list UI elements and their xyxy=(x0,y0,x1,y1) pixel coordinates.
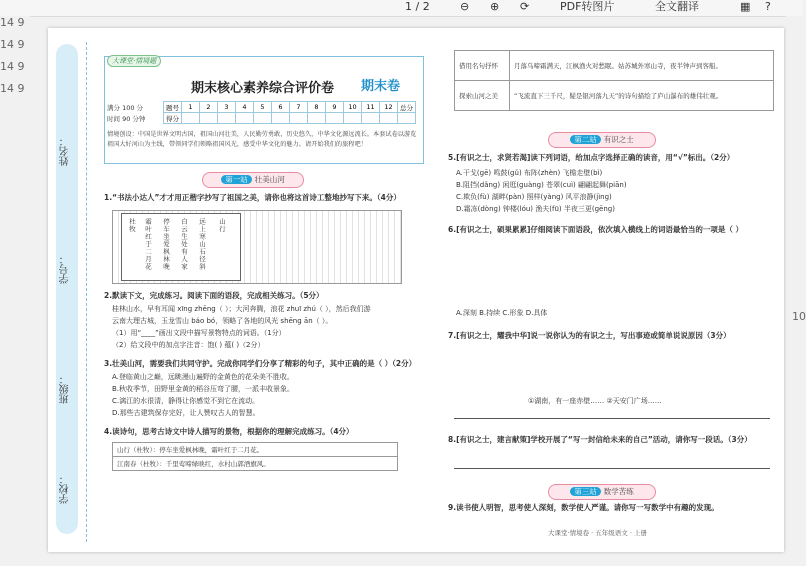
exam-title: 期末核心素养综合评价卷 xyxy=(191,81,335,96)
question-2: 2.默读下文，完成练习。阅读下面的语段，完成相关练习。（5分） xyxy=(104,291,324,300)
scenario-intro: 情境创设：中国是世界文明古国，祖国山河壮美，人民勤劳勇敢，历史悠久，中华文化源远流长。本套试卷以游览祖国大好河山为主线，带领同学们领略祖国风光，感受中华文化的魅力。请开始我们的旅程吧！ xyxy=(107,131,417,148)
answer-line xyxy=(454,468,770,469)
student-info-spine xyxy=(56,44,78,534)
exam-page: 姓名： 学号： 班级： 学校： 大课堂·情境题 期末核心素养综合评价卷 期末卷 满分 100 分 时间 90 分钟 题号 1 2 3 4 5 6 7 8 9 10 11 12 总分 得分 情境创设：中国是世界文明古国，祖国山河壮美，人民勤劳勇敢，历史悠久，中华文化源远流长。本套试卷以游览祖国大好河山为主线，带领同学们领略祖国风光，感受中华文化的魅力。请开始我们的旅程吧！ 第一站 壮美山河 1.“书法小达人”才才用正楷字抄写了祖国之美，请你也将这首诗工整地抄写下来。（4分） 山行 远上寒山石径斜 白云生处有人家 停车坐爱枫林晚 霜叶红于二月花 杜牧 2.默读下文，完成练习。阅读下面的语段，完成相关练习。（5分） 桂林山水，早有耳闻 xīng zhēng（ ）；大河奔腾，浪花 zhuī zhú（ ），然后我们游 云南大理古城，玉龙雪山 báo bó，领略了各地的风光 shēng ān（ ）。 （1）用“____”画出文段中描写景物特点的词语。（1分） （2）给文段中的加点字注音：饱( ) 蕴( )（2分） 3.壮美山河，需要我们共同守护。完成你同学们分享了精彩的句子，其中正确的是（ ）（2分） A.登临黄山之巅，远眺漫山遍野的金黄色的花朵美不胜收。 B.秋收季节，田野里金黄的稻谷压弯了腰，一派丰收景象。 C.漓江的水很清，静得让你感觉不到它在流动。 D.那些古建筑保存完好，让人赞叹古人的智慧。 4.读诗句，思考古诗文中诗人描写的景物，根据你的理解完成练习。（4分） 山行（杜牧）：停车坐爱枫林晚，霜叶红于二月花。 江南春（杜牧）：千里莺啼绿映红，水村山郭酒旗风。 借用名句抒怀 月落乌啼霜满天，江枫渔火对愁眠。姑苏城外寒山寺，夜半钟声到客船。 探索山河之美 “飞流直下三千尺，疑是银河落九天”的诗句描绘了庐山瀑布的雄伟壮观。 第二站 有识之士 5.[有识之士，求贤若渴]读下列词语，给加点字选择正确的读音，用“√”标出。（2分） A.干戈(ɡē) 鸣鼓(ɡǔ) 布阵(zhèn) 飞檐走壁(bì) B.阻挡(dǎnɡ) 闲逛(ɡuàng) 苍翠(cuì) 翩翩起舞(piān) C.欺负(fù) 湖畔(pàn) 照样(yànɡ) 风平浪静(jìnɡ) D.霜冻(dònɡ) 钟楼(lóu) 渔夫(fū) 半夜三更(ɡēnɡ) 6.[有识之士，硕果累累]仔细阅读下面语段，依次填入横线上的词语最恰当的一项是（ ） A.深刻 B.持续 C.形象 D.具体 7.[有识之士，耀我中华]说一说你认为的有识之士，写出事迹或简单说说原因（3分） ①湖南，有一座赤壁…… ②天安门广场…… 8.[有识之士，建言献策]学校开展了“写一封信给未来的自己”活动，请你写一段话。（3分） 第三站 数学苦练 9.读书使人明智，思考使人深刻，数学使人严谨。请你写一写数学中有趣的发现。 大课堂·情境卷 · 五年级语文 · 上册 xyxy=(48,28,784,552)
question-9: 9.读书使人明智，思考使人深刻，数学使人严谨。请你写一写数学中有趣的发现。 xyxy=(448,503,719,512)
exam-header xyxy=(104,56,424,164)
page-indicator: 1 / 2 xyxy=(405,0,430,13)
question-1: 1.“书法小达人”才才用正楷字抄写了祖国之美，请你也将这首诗工整地抄写下来。（4分） xyxy=(104,193,401,202)
rail-number: 14 9 xyxy=(0,38,25,51)
rail-number: 14 9 xyxy=(0,60,25,73)
exam-badge: 期末卷 xyxy=(361,79,401,94)
section-banner-1: 第一站 壮美山河 xyxy=(202,172,304,188)
answer-line xyxy=(454,418,770,419)
pdf-to-image-button[interactable]: PDF转图片 xyxy=(560,0,615,13)
section-banner-2: 第二站 有识之士 xyxy=(548,132,656,148)
school-label: 学校： xyxy=(60,474,71,504)
help-icon[interactable]: ? xyxy=(765,0,771,13)
apps-icon[interactable]: ▦ xyxy=(740,0,751,13)
rail-number: 14 9 xyxy=(0,16,25,29)
id-label: 学号： xyxy=(60,254,71,284)
question-3: 3.壮美山河，需要我们共同守护。完成你同学们分享了精彩的句子，其中正确的是（ ）（2分） xyxy=(104,359,417,368)
calligraphy-scroll xyxy=(112,210,402,284)
viewer-toolbar xyxy=(0,0,803,17)
rail-number: 14 9 xyxy=(0,82,25,95)
poem-table: 山行（杜牧）：停车坐爱枫林晚，霜叶红于二月花。 江南春（杜牧）：千里莺啼绿映红，水村山郭酒旗风。 xyxy=(112,442,398,471)
right-rail xyxy=(786,16,806,566)
scenario-table: 借用名句抒怀 月落乌啼霜满天，江枫渔火对愁眠。姑苏城外寒山寺，夜半钟声到客船。 探索山河之美 “飞流直下三千尺，疑是银河落九天”的诗句描绘了庐山瀑布的雄伟壮观。 xyxy=(454,50,774,111)
score-info: 满分 100 分 时间 90 分钟 xyxy=(107,104,146,123)
section-banner-3: 第三站 数学苦练 xyxy=(548,484,656,500)
question-4: 4.读诗句，思考古诗文中诗人描写的景物，根据你的理解完成练习。（4分） xyxy=(104,427,354,436)
translate-button[interactable]: 全文翻译 xyxy=(655,0,699,13)
grade-table: 题号 1 2 3 4 5 6 7 8 9 10 11 12 总分 得分 xyxy=(163,101,416,124)
rotate-icon[interactable]: ⟳ xyxy=(520,0,530,13)
class-label: 班级： xyxy=(60,374,71,404)
question-6: 6.[有识之士，硕果累累]仔细阅读下面语段，依次填入横线上的词语最恰当的一项是（ ） xyxy=(448,225,744,234)
zoom-out-icon[interactable]: ⊖ xyxy=(460,0,470,13)
poem-scroll: 山行 远上寒山石径斜 白云生处有人家 停车坐爱枫林晚 霜叶红于二月花 杜牧 xyxy=(121,213,241,281)
question-7: 7.[有识之士，耀我中华]说一说你认为的有识之士，写出事迹或简单说说原因（3分） xyxy=(448,331,731,340)
cut-line xyxy=(86,42,88,542)
name-label: 姓名： xyxy=(60,136,71,166)
page-footer: 大课堂·情境卷 · 五年级语文 · 上册 xyxy=(548,529,647,537)
zoom-in-icon[interactable]: ⊕ xyxy=(490,0,500,13)
question-5: 5.[有识之士，求贤若渴]读下列词语，给加点字选择正确的读音，用“√”标出。（2分） xyxy=(448,153,735,162)
question-8: 8.[有识之士，建言献策]学校开展了“写一封信给未来的自己”活动，请你写一段话。（3分） xyxy=(448,435,752,444)
rail-number: 10 xyxy=(792,310,806,323)
header-tag: 大课堂·情境题 xyxy=(107,55,161,67)
left-rail xyxy=(0,16,30,566)
